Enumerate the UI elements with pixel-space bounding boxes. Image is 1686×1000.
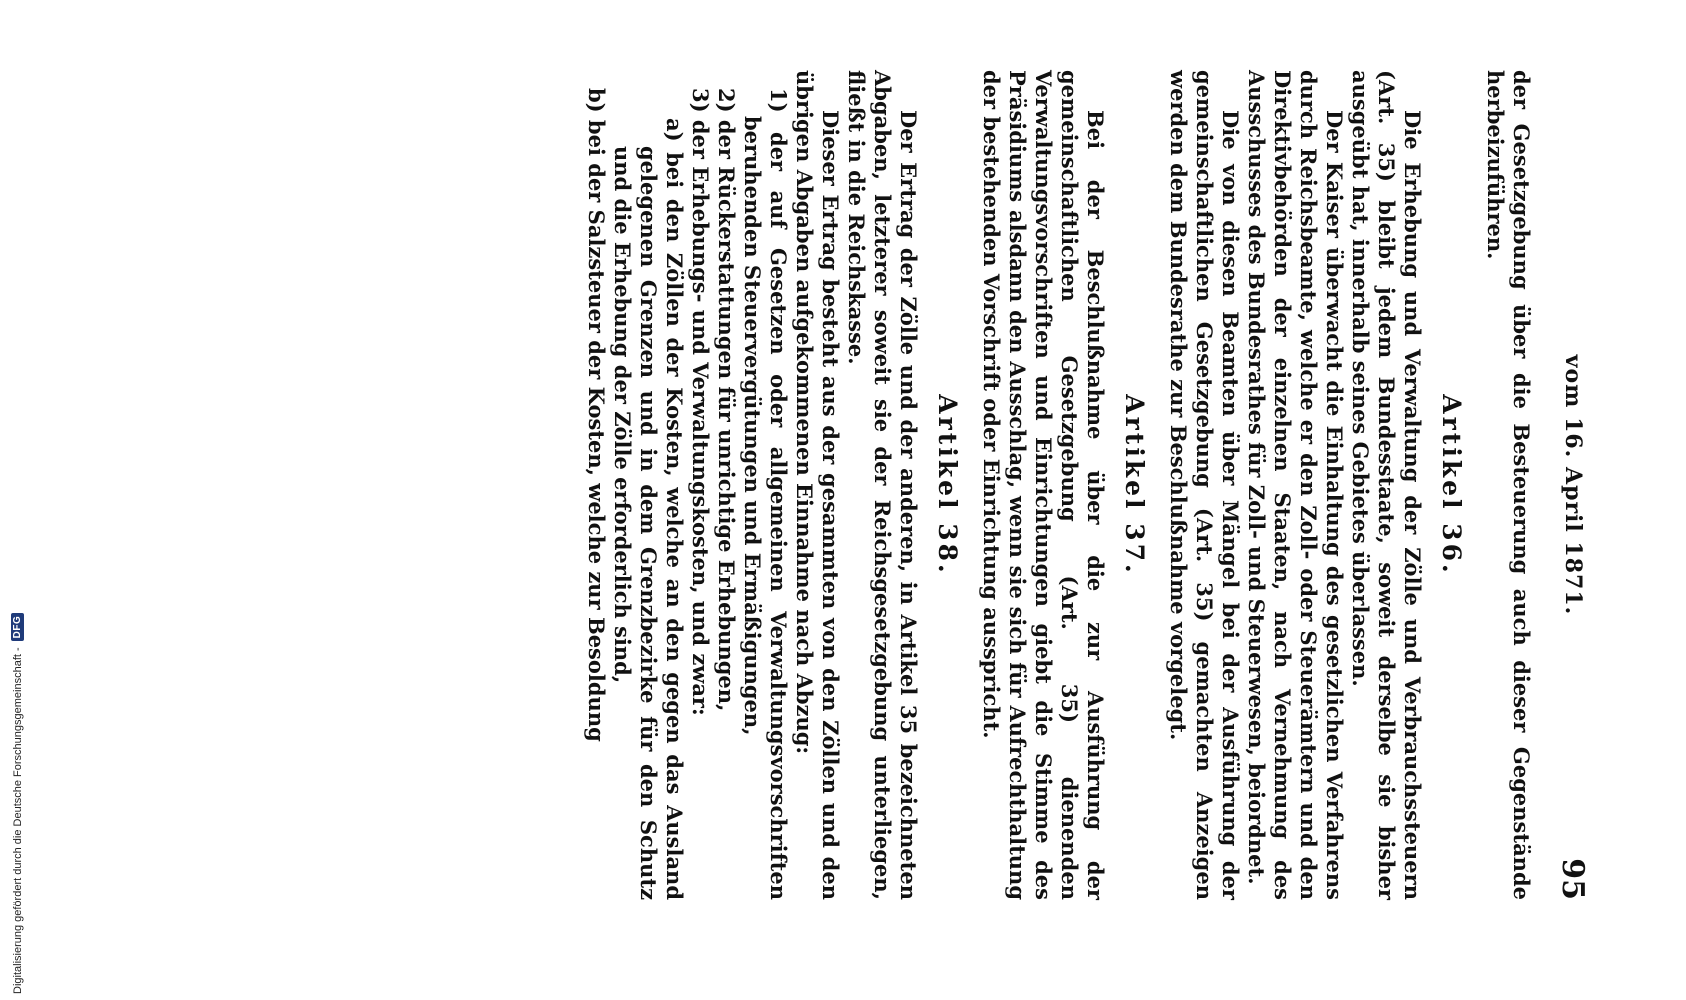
- article-36-paragraph-1: Die Erhebung und Verwaltung der Zölle und Verbrauchssteuern (Art. 35) bleibt jedem Bundesstaate, soweit derselbe sie bisher ausgeübt hat, innerhalb seines Gebietes überlassen.: [1348, 70, 1425, 900]
- article-36-paragraph-2: Der Kaiser überwacht die Einhaltung des gesetzlichen Verfahrens durch Reichsbeamte, welche er den Zoll- oder Steuerämtern und den Direktivbehörden der einzelnen Staaten, nach Vernehmung des Ausschusses des Bundesrathes für Zoll- und Steuerwesen, beiordnet.: [1244, 70, 1347, 900]
- sub-list-item: a) bei den Zöllen der Kosten, welche an den gegen das Ausland gelegenen Grenzen und in dem Grenzbezirke für den Schutz und die Erhebung der Zölle erforderlich sind,: [610, 118, 687, 900]
- article-38-paragraph-2: Dieser Ertrag besteht aus der gesammten von den Zöllen und den übrigen Abgaben aufgekommenen Einnahme nach Abzug:: [792, 70, 843, 900]
- article-36-title: Artikel 36.: [1437, 394, 1466, 576]
- page-header: [1546, 70, 1590, 900]
- text-block: [583, 70, 1590, 900]
- list-item: 2) der Rückerstattungen für unrichtige Erhebungen,: [714, 88, 739, 712]
- intro-paragraph: der Gesetzgebung über die Besteuerung auch dieser Gegenstände herbeizuführen.: [1483, 70, 1534, 900]
- article-37-paragraph-1: Bei der Beschlußnahme über die zur Ausführung der gemeinschaftlichen Gesetzgebung (Art. 35) dienenden Verwaltungsvorschriften und Einrichtungen giebt die Stimme des Präsidiums alsdann den Ausschlag, wenn sie sich für Aufrechthaltung der bestehenden Vorschrift oder Einrichtung ausspricht.: [979, 70, 1108, 900]
- article-38-title: Artikel 38.: [933, 394, 962, 576]
- page-number: 95: [1555, 858, 1590, 900]
- sub-list-item: b) bei der Salzsteuer der Kosten, welche zur Besoldung: [584, 88, 609, 742]
- article-38-paragraph-1: Der Ertrag der Zölle und der anderen, in Artikel 35 bezeichneten Abgaben, letzterer soweit sie der Reichsgesetzgebung unterliegen, fließt in die Reichskasse.: [844, 70, 921, 900]
- article-36-paragraph-3: Die von diesen Beamten über Mängel bei der Ausführung der gemeinschaftlichen Gesetzgebung (Art. 35) gemachten Anzeigen werden dem Bundesrathe zur Beschlußnahme vorgelegt.: [1166, 70, 1243, 900]
- digitization-credit: [8, 4, 26, 994]
- article-37-title: Artikel 37.: [1120, 394, 1149, 576]
- dfg-logo: DFG: [11, 613, 24, 642]
- list-item: 3) der Erhebungs- und Verwaltungskosten, und zwar:: [688, 88, 713, 716]
- running-head: vom 16. April 1871.: [1560, 354, 1586, 616]
- credit-text: Digitalisierung gefördert durch die Deutsche Forschungsgemeinschaft -: [11, 647, 24, 994]
- list-item: 1) der auf Gesetzen oder allgemeinen Verwaltungsvorschriften beruhenden Steuervergütungen und Ermäßigungen,: [740, 88, 791, 900]
